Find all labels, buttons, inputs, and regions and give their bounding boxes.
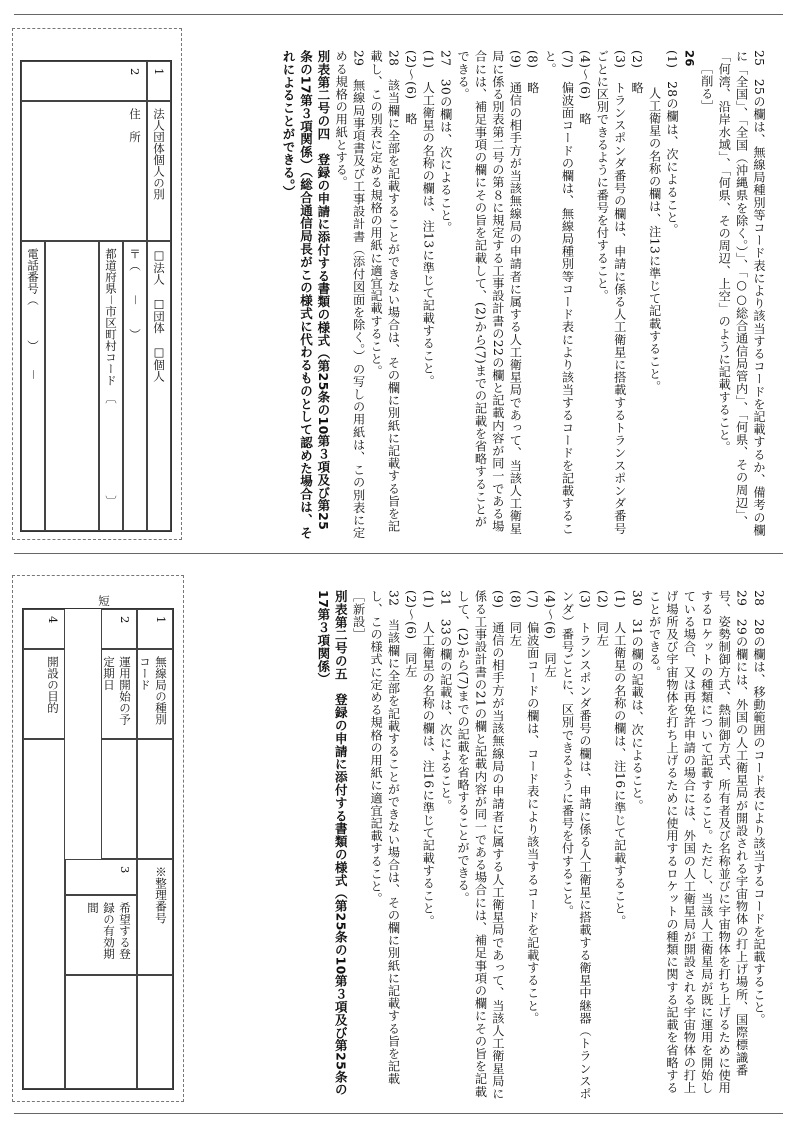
- top-line-15: 29 無線局事項書及び工事設計書（添付図面を除く。）の写しの用紙は、この別表に定める規格の用紙とする。: [334, 50, 366, 540]
- top-line-8: (7) 偏波面コードの欄は、無線局種別等コード表により該当するコードを記載すること。: [543, 50, 575, 535]
- top-line-6: (3) トランスポンダ番号の欄は、申請に係る人工衛星に搭載するトランスポンダ番号ごとに区別できるように番号を付すること。: [595, 50, 627, 535]
- top-line-4: 人工衛星の名称の欄は、注13に準じて記載すること。: [647, 74, 662, 393]
- bottom-row2-label: 運用開始の予定期日: [101, 649, 137, 739]
- top-row2-postal[interactable]: 〒（ － ）: [123, 241, 147, 531]
- bottom-line-10: 31 33の欄の記載は、次によること。: [438, 590, 453, 812]
- bottom-line-3: (1) 人工衛星の名称の欄は、注16に準じて記載すること。: [612, 590, 627, 928]
- top-line-11: 27 30の欄は、次によること。: [438, 50, 453, 234]
- top-row2-num: 2: [21, 61, 147, 101]
- bottom-heading-annex-2-5: 別表第二号の五 登録の申請に添付する書類の様式（第25条の10第３項及び第25条の17第３項関係）: [315, 590, 349, 1097]
- top-line-5: (2) 略: [630, 50, 645, 94]
- bottom-line-14: ［新設］: [351, 590, 366, 641]
- top-line-9: (8) 略: [525, 50, 540, 94]
- bottom-line-1: 29 29の欄には、外国の人工衛星局が開設される宇宙物体の打上げ場所、国際標識番号、姿勢制御方式、熱制御方式、所有者及び名称並びに宇宙物体を打ち上げるために使用するロケットの種類について記載すること。ただし、当該人工衛星局が既に運用を開始している場合、又は再免許申請の場合には、外国の人工衛星局が開設される宇宙物体の打上げ場所及び宇宙物体を打ち上げるために使用するロケットの種類に関する記載を省略することができる。: [647, 590, 749, 1094]
- bottom-row3-value[interactable]: [65, 975, 137, 1089]
- bottom-line-5: (3) トランスポンダ番号の欄は、申請に係る人工衛星に搭載する衛星中継器（トランスポンダ）番号ごとに、区別できるように番号を付すること。: [560, 590, 592, 1100]
- bottom-row1-value[interactable]: [137, 739, 173, 859]
- top-row1-value[interactable]: □法人 □団体 □個人: [147, 241, 171, 531]
- bottom-rule: [14, 1113, 783, 1114]
- bottom-seiri-value[interactable]: [137, 975, 173, 1089]
- bottom-seiri-label: ※整理番号: [137, 859, 173, 975]
- top-row2-pref[interactable]: 都道府県－市区町村コード 〔 〕: [99, 241, 123, 531]
- top-rule: [14, 14, 783, 15]
- top-line-0: 25 25の欄は、無線局種別等コード表により該当するコードを記載するか、備考の欄に「全国」、「全国（沖縄県を除く。）」、「○○総合通信局管内」、「何県、その周辺」、「何湾、沿岸水域」、「何県、その周辺、上空」のように記載すること。: [717, 50, 766, 537]
- bottom-line-12: (2)～(6) 同左: [403, 590, 418, 678]
- bottom-line-4: (2) 同左: [595, 590, 610, 647]
- bottom-line-13: 32 当該欄に全部を記載することができない場合は、その欄に別紙に記載する旨を記載し、この様式に定める規格の用紙に適宜記載すること。: [369, 590, 401, 1086]
- bottom-line-7: (7) 偏波面コードの欄は、コード表により該当するコードを記載すること。: [525, 590, 540, 1025]
- bottom-line-9: (9) 通信の相手方が当該無線局の申請者に属する人工衛星局であって、当該人工衛星局に係る工事設計書の21の欄と記載内容が同一である場合には、補足事項の欄にその旨を記載して、(2)から(7)までの記載を省略することができる。: [456, 590, 505, 1100]
- bottom-row2-num: 2: [101, 609, 137, 649]
- top-row1-num: 1: [147, 61, 171, 101]
- bottom-row3-num: 3: [65, 859, 137, 895]
- bottom-row1-label: 無線局の種別コード: [137, 649, 173, 739]
- top-line-13: (2)～(6) 略: [403, 50, 418, 125]
- top-line-7: (4)～(6) 略: [577, 50, 592, 125]
- bottom-row1-num: 1: [137, 609, 173, 649]
- bottom-row4-value[interactable]: [23, 739, 65, 1089]
- middle-rule: [14, 553, 783, 554]
- bottom-line-6: (4)～(6) 同左: [543, 590, 558, 678]
- top-text-block: [202, 50, 767, 540]
- top-heading-annex-2-4: 別表第二号の四 登録の申請に添付する書類の様式（第25条の10第３項及び第25条の17第３項関係）（総合通信局長がこの様式に代わるものとして認めた場合は、それによることができる。）: [281, 50, 331, 540]
- bottom-row4-label: 開設の目的: [23, 649, 65, 739]
- top-form-table: [20, 60, 172, 532]
- bottom-row2-value[interactable]: [101, 739, 137, 859]
- bottom-line-8: (8) 同左: [508, 590, 523, 647]
- top-line-3: (1) 28の欄は、次によること。: [664, 50, 679, 236]
- bottom-line-0: 28 28の欄は、移動範囲のコード表により該当するコードを記載すること。: [752, 590, 766, 1026]
- top-line-10: (9) 通信の相手方が当該無線局の申請者に属する人工衛星局であって、当該人工衛星局に係る別表第二号の第８に規定する工事設計書の22の欄と記載内容が同一である場合には、補足事項の欄にその旨を記載して、(2)から(7)までの記載を省略することができる。: [456, 50, 523, 535]
- top-row2-phone[interactable]: 電話番号（ ） －: [21, 241, 45, 531]
- bottom-line-2: 30 31の欄の記載は、次によること。: [630, 590, 645, 812]
- top-row2-label: 住 所: [21, 101, 147, 241]
- bottom-side-label: 短: [97, 595, 111, 607]
- bottom-row4-num: 4: [23, 609, 65, 649]
- bottom-line-11: (1) 人工衛星の名称の欄は、注16に準じて記載すること。: [421, 590, 436, 928]
- top-row1-label: 法人団体個人の別: [147, 101, 171, 241]
- top-line-12: (1) 人工衛星の名称の欄は、注13に準じて記載すること。: [421, 50, 436, 388]
- top-line-2: 26: [682, 50, 697, 67]
- top-row2-address[interactable]: [45, 241, 99, 531]
- top-line-14: 28 該当欄に全部を記載することができない場合は、その欄に別紙に記載する旨を記載し、この別表に定める規格の用紙に適宜記載すること。: [369, 50, 401, 533]
- top-line-1: ［削る］: [699, 62, 714, 113]
- bottom-form-table: [22, 608, 174, 1090]
- bottom-row3-label: 希望する登録の有効期間: [65, 895, 137, 975]
- bottom-text-block: [222, 590, 767, 1100]
